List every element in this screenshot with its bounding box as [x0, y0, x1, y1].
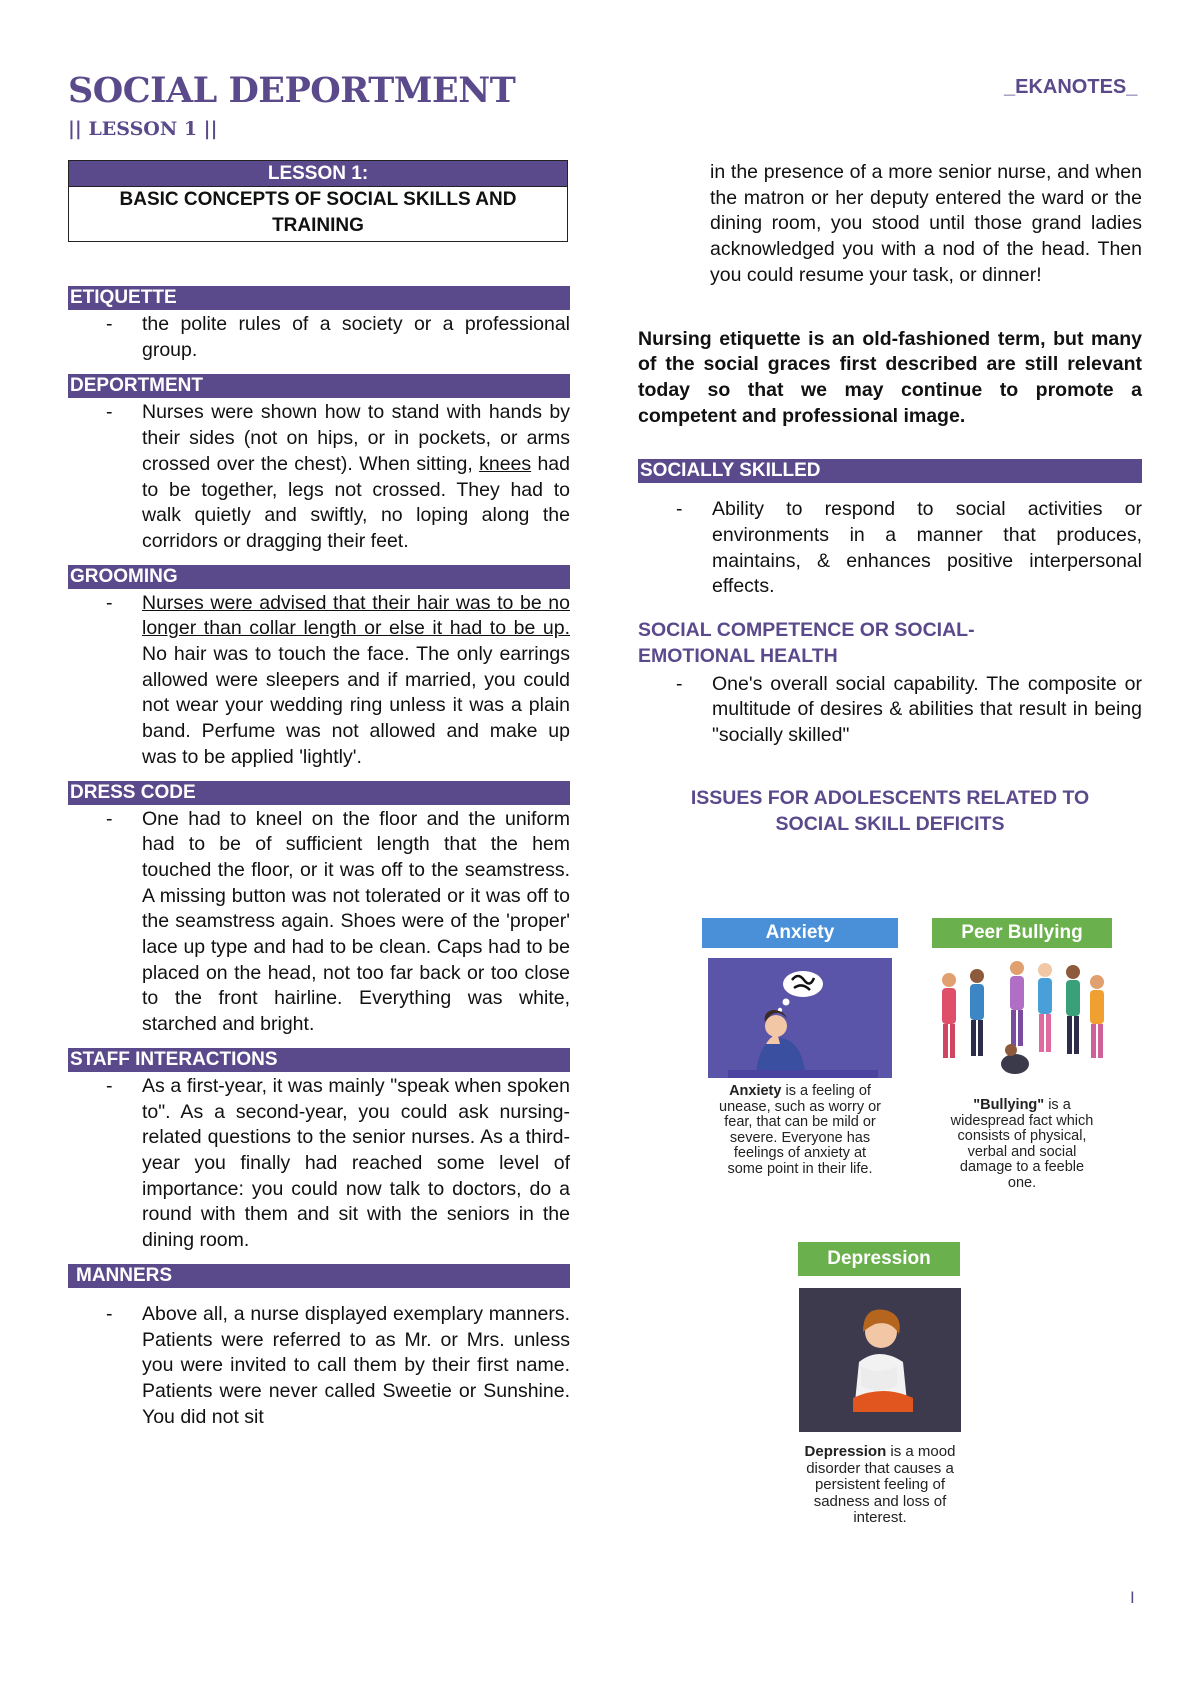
bullet-dash: - [106, 1302, 113, 1325]
peer-bullying-icon [933, 958, 1111, 1078]
depression-illustration [799, 1288, 961, 1432]
bullet-dash: - [106, 1074, 113, 1097]
deportment-text: - Nurses were shown how to stand with hands by their sides (not on hips, or in pockets, or arms crossed over the chest). When sitting, knees had to be together, legs not crossed. They had to walk quietly and swiftly, no loping along the corridors or dragging their feet. [106, 401, 570, 552]
heading-etiquette: ETIQUETTE [68, 286, 570, 310]
bullying-illustration [933, 958, 1111, 1078]
lesson-box-title: BASIC CONCEPTS OF SOCIAL SKILLS AND TRAINING [69, 186, 567, 241]
bullet-dash: - [106, 807, 113, 830]
dress-code-text: - One had to kneel on the floor and the uniform had to be of sufficient length that the hem touched the floor, or it was off to the seamstress. A missing button was not tolerated or it was off to the seamstress again. Shoes were of the 'proper' lace up type and had to be clean. Caps had to be placed on the head, not too far back or too close to the front hairline. Everything was white, starched and bright. [106, 807, 570, 1036]
brand-label: _EKANOTES_ [1004, 76, 1138, 98]
anxiety-tag: Anxiety [702, 918, 898, 948]
bullying-caption: "Bullying" is a widespread fact which consists of physical, verbal and social damage to a feeble one. [950, 1097, 1094, 1191]
page-number: I [1130, 1588, 1135, 1607]
heading-social-competence: SOCIAL COMPETENCE OR SOCIAL-EMOTIONAL HEALTH [638, 619, 975, 667]
staff-interactions-text: - As a first-year, it was mainly "speak when spoken to". As a second-year, you could ask nursing-related questions to the senior nurses. As a third-year you finally had reached some level of importance: you could now talk to doctors, do a round with them and sit with the seniors in the dining room. [106, 1074, 570, 1252]
etiquette-definition: - the polite rules of a society or a professional group. [106, 313, 570, 361]
bullet-dash: - [676, 672, 683, 695]
nursing-etiquette-note: Nursing etiquette is an old-fashioned term, but many of the social graces first described are still relevant today so that we may continue to promote a competent and professional image. [638, 327, 1142, 427]
depression-tag: Depression [798, 1242, 960, 1276]
heading-manners: MANNERS [68, 1264, 570, 1288]
heading-staff-interactions: STAFF INTERACTIONS [68, 1048, 570, 1072]
depression-caption: Depression is a mood disorder that causes a persistent feeling of sadness and loss of interest. [804, 1443, 956, 1526]
bullet-dash: - [106, 313, 113, 335]
bullying-card [932, 918, 1112, 1191]
page-title: SOCIAL DEPORTMENT [68, 70, 516, 111]
left-column [68, 160, 570, 1430]
anxiety-card [702, 918, 898, 1177]
anxiety-caption: Anxiety is a feeling of unease, such as worry or fear, that can be mild or severe. Everyone has feelings of anxiety at some point in their life. [719, 1083, 881, 1177]
lesson-subtitle: || LESSON 1 || [68, 118, 218, 140]
socially-skilled-text: - Ability to respond to social activities or environments in a manner that produces, maintains, & enhances positive interpersonal effects. [676, 498, 1142, 598]
issues-title: ISSUES FOR ADOLESCENTS RELATED TO SOCIAL SKILL DEFICITS [690, 786, 1090, 835]
heading-deportment: DEPORTMENT [68, 374, 570, 398]
anxiety-illustration [708, 958, 892, 1078]
right-column [638, 160, 1142, 837]
bullet-dash: - [106, 591, 113, 614]
anxious-person-icon [708, 958, 892, 1078]
depression-card [798, 1242, 962, 1527]
manners-text: - Above all, a nurse displayed exemplary manners. Patients were referred to as Mr. or Mrs. unless you were invited to call them by their first name. Patients were never called Sweetie or Sunshine. You did not sit [106, 1302, 570, 1428]
heading-socially-skilled: SOCIALLY SKILLED [638, 459, 1142, 483]
bullying-tag: Peer Bullying [932, 918, 1112, 948]
bullet-dash: - [676, 498, 683, 521]
sad-person-icon [799, 1288, 961, 1432]
lesson-box-label: LESSON 1: [69, 161, 567, 186]
grooming-text: - Nurses were advised that their hair was to be no longer than collar length or else it had to be up. No hair was to touch the face. The only earrings allowed were sleepers and if married, you could not wear your wedding ring unless it was a plain band. Perfume was not allowed and make up was to be applied 'lightly'. [106, 591, 570, 768]
heading-grooming: GROOMING [68, 565, 570, 589]
manners-continuation: in the presence of a more senior nurse, and when the matron or her deputy entered the ward or the dining room, you stood until those grand ladies acknowledged you with a nod of the head. Then you could resume your task, or dinner! [710, 161, 1142, 286]
bullet-dash: - [106, 401, 113, 424]
heading-dress-code: DRESS CODE [68, 781, 570, 805]
lesson-box [68, 160, 568, 242]
social-competence-text: - One's overall social capability. The composite or multitude of desires & abilities that result in being "socially skilled" [676, 672, 1142, 746]
